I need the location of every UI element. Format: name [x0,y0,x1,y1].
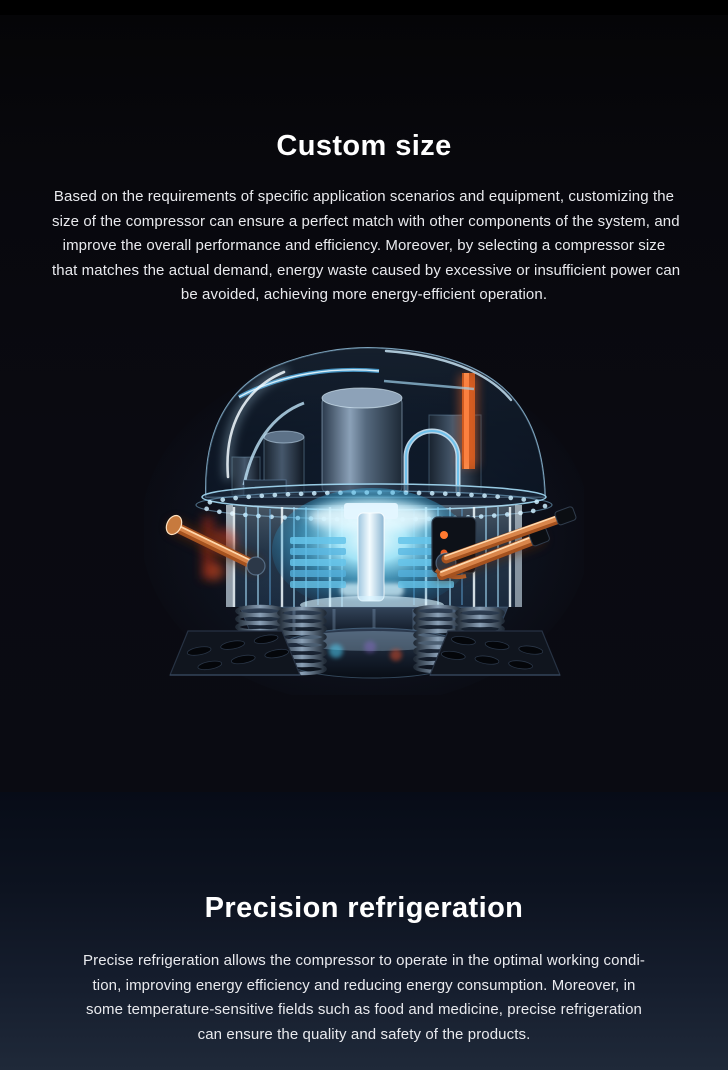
paragraph-line: improve the overall performance and efficiency. Moreover, by selecting a compressor size [62,237,666,254]
compressor-illustration [144,345,584,695]
section-precision-refrigeration [0,792,728,1070]
paragraph-line: be avoided, achieving more energy-efficient operation. [180,286,548,303]
paragraph-line: tion, improving energy efficiency and reducing energy consumption. Moreover, in [92,976,636,994]
custom-size-title: Custom size [276,130,452,162]
paragraph-line: that matches the actual demand, energy waste caused by excessive or insufficient power can [52,261,681,279]
section-custom-size [0,15,728,792]
mounting-plate-right [430,631,560,675]
paragraph-line: can ensure the quality and safety of the products. [197,1025,531,1043]
paragraph-line: Based on the requirements of specific application scenarios and equipment, customizing the [53,188,675,205]
top-black-bar [0,0,728,15]
paragraph-line: Precise refrigeration allows the compressor to operate in the optimal working condi- [83,952,645,969]
compressor-image [144,345,584,695]
custom-size-paragraph [52,185,681,308]
precision-paragraph [52,949,676,1047]
precision-title: Precision refrigeration [204,892,524,924]
paragraph-line: some temperature-sensitive fields such as food and medicine, precise refrigeration [86,1001,642,1018]
compressor-dome [206,348,545,497]
paragraph-line: size of the compressor can ensure a perfect match with other components of the system, and [52,212,680,230]
mounting-plate-left [170,631,300,675]
